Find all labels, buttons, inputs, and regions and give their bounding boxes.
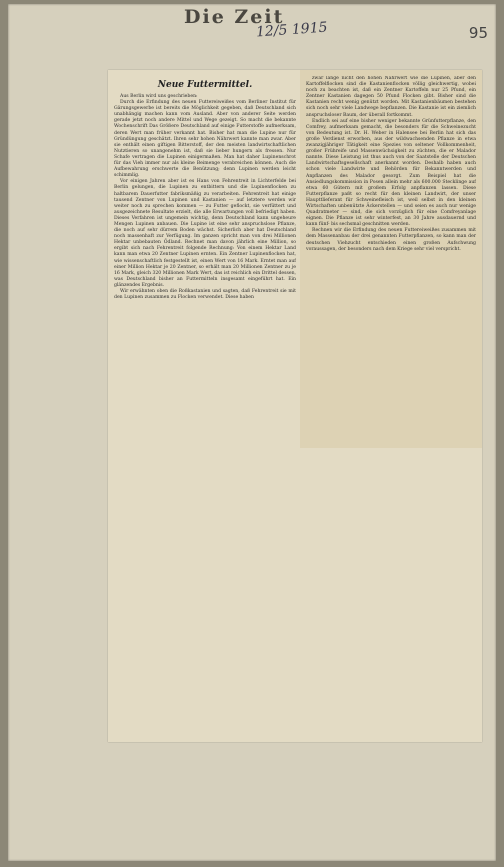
paragraph: Rechnen wir die Erfindung des neuen Futtereiweißes zusammen mit dem Massenanbau der drei genannten Futterpflanzen, so kann man der deutschen Viehzucht entschieden einen großen Aufschwung voraussagen, der besonders nach dem Kriege sehr viel verspricht. (306, 228, 476, 252)
newspaper-clipping (108, 70, 482, 742)
paragraph: Durch die Erfindung des neuen Futtereiweißes vom Berliner Institut für Gärungsgewerbe ist bereits die Möglichkeit gegeben, daß Deutschland sich unabhängig machen kann vom Ausland. Aber von anderer Seite werden gerade jetzt noch andere Mittel und Wege gezeigt. So macht die bekannte Wochenschrift Das Größere Deutschland auf einige Futterstoffe aufmerksam, deren Wert man früher verkannt hat. Bisher hat man die Lupine nur für Gründüngung geschätzt. Ihren sehr hohen Nährwert kannte man zwar. Aber sie enthält einen giftigen Bitterstoff, der den meisten landwirtschaftlichen Nutztieren so unangenehm ist, daß sie lieber hungern als fressen. Nur Schafe vertragen die Lupinen einigermaßen. Man hat daher Lupinenschrot für das Vieh immer nur als kleine Beimenge verabreichen können. Auch die Aufbewahrung erschwerte die Benützung; denn Lupinen werden leicht schimmlig. (114, 100, 296, 179)
left-column-text (114, 94, 296, 301)
article-column-left (114, 76, 296, 736)
article-title: Neue Futtermittel. (157, 80, 253, 90)
newspaper-title: Die Zeit (184, 6, 285, 28)
page-number: 95 (468, 24, 488, 42)
sheet-header (8, 4, 496, 44)
handwritten-date: 12/5 1915 (255, 19, 329, 41)
paragraph: Wir erwähnten oben die Roßkastanien und sagten, daß Fehrentreit sie mit den Lupinen zusammen zu Flocken verwendet. Diese haben (114, 289, 296, 301)
right-column-text (306, 76, 476, 253)
article-column-right (306, 76, 476, 448)
paragraph: zwar lange nicht den hohen Nährwert wie die Lupinen, aber den Kartoffelflocken sind die Kastanienflocken völlig gleichwertig, wobei noch zu beachten ist, daß ein Zentner Kartoffeln nur 25 Pfund, ein Zentner Kastanien dagegen 50 Pfund Flocken gibt. Bisher sind die Kastanien recht wenig genützt worden. Mit Kastanienbäumen bestehen sich noch sehr viele Landwege bepflanzen. Die Kastanie ist ein ziemlich anspruchsloser Baum, der überall fortkommt. (306, 76, 476, 118)
paragraph: Vor einigen Jahren aber ist es Hans von Fehrentreit in Lichterfelde bei Berlin gelungen, die Lupinen zu entbittern und die Lupinenflocken zu haltbarem Dauerfutter fabriksmäßig zu verarbeiten. Fehrentreit hat einige tausend Zentner von Lupinen und Kastanien — auf letztere werden wir weiter noch zu sprechen kommen — zu Futter geflockt, sie verfüttert und ausgezeichnete Resultate erzielt, die alle Erwartungen voll befriedigt haben. Dieses Verfahren ist ungemein wichtig, denn Deutschland kann ungeheure Mengen Lupinen anbauen. Die Lupine ist eine sehr anspruchslose Pflanze, die noch auf sehr dürrem Boden wächst. Sicherlich aber hat Deutschland noch massenhaft zur Verfügung. Im ganzen spricht man von drei Millionen Hektar unbebauten Ödland. Rechnet man davon jährlich eine Million, so ergibt sich nach Fehrentreit folgende Rechnung: Von einem Hektar Land kann man etwa 20 Zentner Lupinen ernten. Ein Zentner Lupinenflocken hat, wie wissenschaftlich festgestellt ist, einen Wert von 16 Mark. Erntet man auf einer Million Hektar je 20 Zentner, so erhält man 20 Millionen Zentner zu je 16 Mark, gleich 320 Millionen Mark Wert, das ist reichlich ein Drittel dessen, was Deutschland bisher an Futtermitteln insgesamt eingeführt hat. Ein glänzendes Ergebnis. (114, 179, 296, 288)
paragraph: Endlich sei auf eine bisher weniger bekannte Grünfutterpflanze, den Comfrey, aufmerksam gemacht, die besonders für die Schweinezucht von Bedeutung ist. Dr. H. Weber in Halensee bei Berlin hat sich das große Verdienst erworben, aus der wildwachsenden Pflanze in etwa zwanzigjähriger Tätigkeit eine Spezies von seltener Vollkommenheit, großer Frühreife und Massenwüchsigkeit zu züchten, die er Malador nannte. Diese Leistung ist thus auch von der Saatstelle der Deutschen Landwirtschaftsgesellschaft anerkannt worden. Deshalb haben auch schon viele Landwirte und Behörden für Bekanntwerden und Anpflanzen des Malador gesorgt. Zum Beispiel hat die Ansiedlungskommission in Posen allein mehr als 600.000 Stecklinge auf etwa 60 Gütern mit großem Erfolg anpflanzen lassen. Diese Futterpflanze paßt so recht für den kleinen Landwirt, der unser Haupttlieferant für Schweinefleisch ist, weil selbst in den kleinen Wirtschaften unbenützte Äckerstellen — und seien es auch nur wenige Quadratmeter — sind, die sich vorzüglich für eine Comfreyanlage eignen. Die Pflanze ist sehr winterfest, an 30 Jahre ausdauernd und kann fünf- bis sechsmal geschnitten werden. (306, 118, 476, 228)
paragraph: Aus Berlin wird uns geschrieben: (120, 94, 198, 99)
